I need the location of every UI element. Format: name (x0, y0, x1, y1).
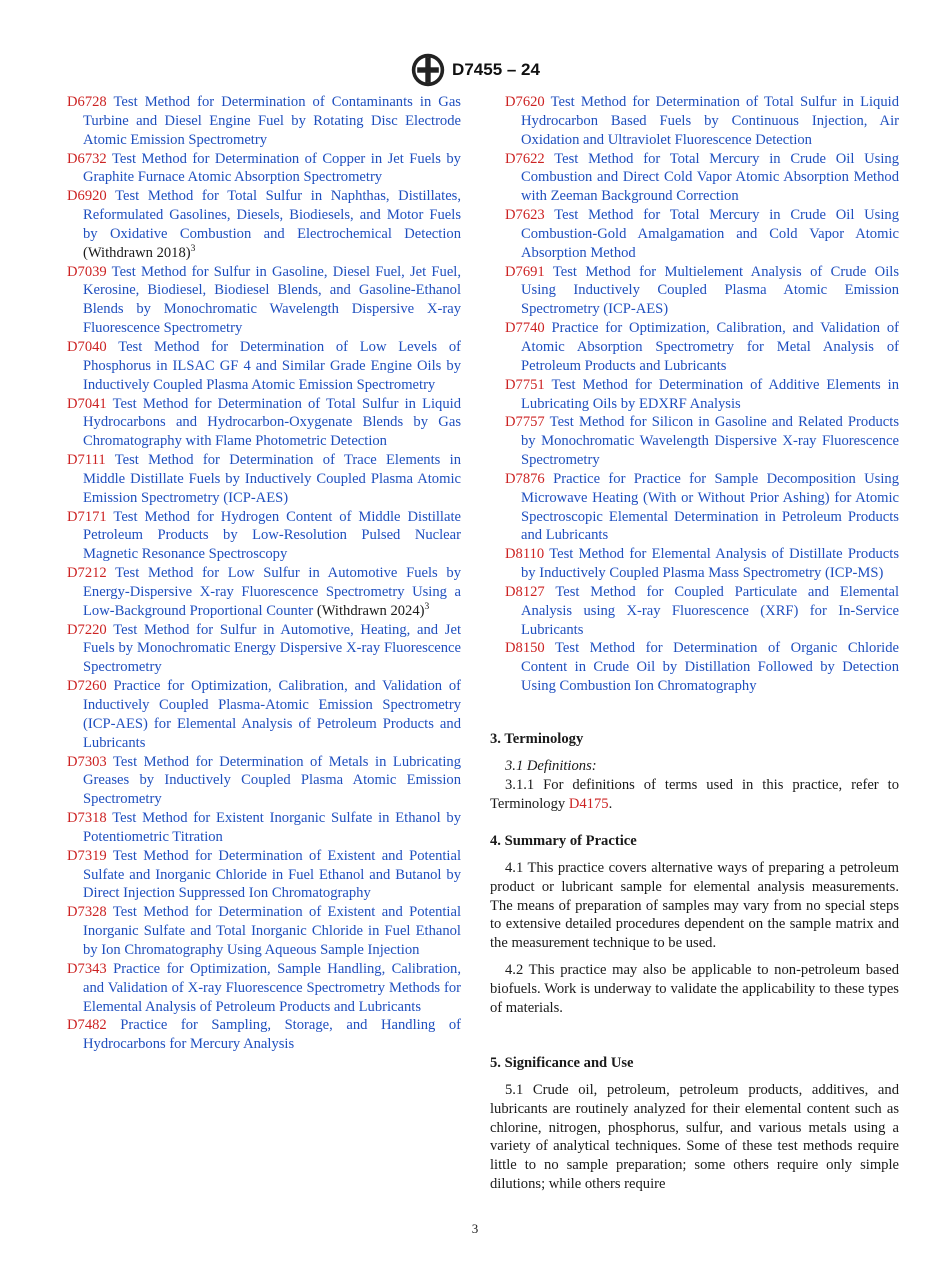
section-terminology (490, 730, 899, 813)
reference-title-link[interactable]: Test Method for Total Mercury in Crude Oil Using Combustion-Gold Amalgamation and Cold Vapor Atomic Absorption Method (521, 207, 899, 261)
significance-paragraph-1: 5.1 Crude oil, petroleum, petroleum products, additives, and lubricants are routinely analyzed for their elemental content such as chlorine, nitrogen, phosphorus, sulfur, and various metals using a variety of analytical techniques. Some of these test methods require little to no sample preparation; some others require only simple dilutions; while others require (490, 1081, 899, 1193)
reference-title-link[interactable]: Test Method for Determination of Existent and Potential Sulfate and Inorganic Chloride in Fuel Ethanol and Butanol by Direct Injection Suppressed Ion Chromatography (83, 847, 462, 902)
reference-code-link[interactable]: D7111 (67, 452, 106, 469)
reference-title-link[interactable]: Test Method for Determination of Metals in Lubricating Greases by Inductively Coupled Plasma Atomic Emission Spectrometry (83, 753, 461, 808)
document-designation: D7455 – 24 (452, 60, 540, 79)
reference-title-link[interactable]: Test Method for Hydrogen Content of Middle Distillate Petroleum Products by Low-Resolution Pulsed Nuclear Magnetic Resonance Spectroscopy (83, 508, 461, 563)
reference-entry (505, 545, 899, 583)
reference-code-link[interactable]: D6728 (67, 94, 107, 110)
reference-entry (67, 847, 461, 904)
reference-title-link[interactable]: Test Method for Determination of Organic Chloride Content in Crude Oil by Distillation Followed by Detection Using Combustion Ion Chromatography (521, 640, 900, 695)
reference-code-link[interactable]: D7757 (505, 414, 545, 431)
reference-entry (67, 960, 461, 1017)
reference-code-link[interactable]: D8150 (505, 640, 545, 657)
reference-title-link[interactable]: Test Method for Elemental Analysis of Distillate Products by Inductively Coupled Plasma Mass Spectrometry (ICP-MS) (521, 546, 900, 582)
reference-title-link[interactable]: Practice for Optimization, Sample Handling, Calibration, and Validation of X-ray Fluorescence Spectrometry Methods for Elemental Analysis of Petroleum Products and Lubricants (83, 960, 461, 1015)
footnote-marker: 3 (424, 601, 430, 612)
reference-entry (505, 263, 899, 320)
reference-title-link[interactable]: Practice for Optimization, Calibration, and Validation of Atomic Absorption Spectrometry for Metal Analysis of Petroleum Products and Lubricants (521, 320, 899, 374)
references-right-column (505, 93, 899, 696)
reference-code-link[interactable]: D8110 (505, 546, 545, 563)
reference-code-link[interactable]: D7623 (505, 207, 545, 224)
reference-entry (67, 564, 461, 621)
reference-entry (67, 677, 461, 752)
reference-title-link[interactable]: Test Method for Determination of Additive Elements in Lubricating Oils by EDXRF Analysis (521, 376, 900, 412)
summary-paragraph-1: 4.1 This practice covers alternative ways of preparing a petroleum product or lubricant sample for elemental analysis measurements. The means of preparation of samples may vary from no special steps to extensive detailed procedures dependent on the sample matrix and the measurement technique to be used. (490, 859, 899, 952)
reference-code-link[interactable]: D7876 (505, 470, 545, 487)
section-summary (490, 832, 899, 1018)
withdrawn-note: (Withdrawn 2024) (316, 602, 425, 619)
reference-code-link[interactable]: D7039 (67, 263, 107, 280)
reference-code-link[interactable]: D8127 (505, 583, 545, 600)
reference-code-link[interactable]: D7318 (67, 810, 107, 827)
reference-entry (67, 451, 461, 508)
definitions-label: 3.1 Definitions: (505, 757, 597, 774)
reference-entry (505, 93, 899, 150)
reference-code-link[interactable]: D7171 (67, 508, 107, 525)
reference-entry (67, 903, 461, 960)
reference-title-link[interactable]: Test Method for Multielement Analysis of Crude Oils Using Inductively Coupled Plasma Atomic Emission Spectrometry (ICP-AES) (521, 263, 899, 318)
reference-title-link[interactable]: Test Method for Sulfur in Gasoline, Diesel Fuel, Jet Fuel, Kerosine, Biodiesel, Biodiesel Blends, and Gasoline-Ethanol Blends by Monochromatic Wavelength Dispersive X-ray Fluorescence Spectrometry (83, 263, 461, 337)
definitions-paragraph: 3.1.1 For definitions of terms used in this practice, refer to Terminology D4175. (490, 776, 899, 812)
reference-entry (505, 319, 899, 376)
reference-entry (67, 187, 461, 262)
reference-code-link[interactable]: D7622 (505, 150, 545, 167)
reference-code-link[interactable]: D6920 (67, 188, 107, 205)
section-heading-significance: 5. Significance and Use (490, 1055, 634, 1071)
reference-code-link[interactable]: D7620 (505, 94, 545, 110)
reference-code-link[interactable]: D7751 (505, 376, 545, 393)
reference-entry (505, 470, 899, 545)
reference-entry (505, 639, 899, 696)
reference-title-link[interactable]: Test Method for Total Sulfur in Naphthas, Distillates, Reformulated Gasolines, Diesels, Biodiesels, and Motor Fuels by Oxidative Combustion and Electrochemical Detection (83, 188, 461, 242)
reference-title-link[interactable]: Test Method for Determination of Trace Elements in Middle Distillate Fuels by Inductively Coupled Plasma Atomic Emission Spectrometry (ICP-AES) (83, 452, 461, 506)
reference-entry (67, 150, 461, 188)
reference-code-link[interactable]: D7691 (505, 263, 545, 280)
references-left-column (67, 93, 461, 1054)
withdrawn-note: (Withdrawn 2018) (83, 244, 191, 261)
page-header (0, 52, 950, 88)
reference-title-link[interactable]: Test Method for Silicon in Gasoline and Related Products by Monochromatic Wavelength Dispersive X-ray Fluorescence Spectrometry (521, 414, 900, 469)
reference-code-link[interactable]: D7343 (67, 960, 107, 977)
footnote-marker: 3 (190, 243, 196, 254)
reference-entry (67, 621, 461, 678)
reference-title-link[interactable]: Practice for Optimization, Calibration, and Validation of Inductively Coupled Plasma-Atomic Emission Spectrometry (ICP-AES) for Elemental Analysis of Petroleum Products and Lubricants (83, 678, 461, 751)
reference-code-link[interactable]: D7319 (67, 847, 107, 864)
reference-code-link[interactable]: D7482 (67, 1017, 107, 1034)
reference-entry (67, 1016, 461, 1054)
reference-title-link[interactable]: Practice for Sampling, Storage, and Handling of Hydrocarbons for Mercury Analysis (83, 1017, 461, 1053)
reference-title-link[interactable]: Test Method for Determination of Contaminants in Gas Turbine and Diesel Engine Fuel by Rotating Disc Electrode Atomic Emission Spectrometry (83, 94, 461, 148)
reference-code-link[interactable]: D7303 (67, 753, 107, 770)
reference-title-link[interactable]: Test Method for Existent Inorganic Sulfate in Ethanol by Potentiometric Titration (83, 810, 461, 845)
reference-entry (505, 583, 899, 640)
reference-entry (67, 753, 461, 810)
reference-entry (505, 376, 899, 414)
reference-title-link[interactable]: Test Method for Determination of Existent and Potential Inorganic Sulfate and Total Inorganic Chloride in Fuel Ethanol by Ion Chromatography Using Aqueous Sample Injection (83, 904, 462, 958)
reference-code-link[interactable]: D7328 (67, 904, 107, 921)
reference-title-link[interactable]: Test Method for Low Sulfur in Automotive Fuels by Energy-Dispersive X-ray Fluorescence Spectrometry Using a Low-Background Proportional Counter (83, 565, 461, 619)
reference-code-link[interactable]: D7260 (67, 678, 107, 695)
reference-entry (67, 338, 461, 395)
reference-title-link[interactable]: Test Method for Determination of Total Sulfur in Liquid Hydrocarbon Based Fuels by Continuous Injection, Air Oxidation and Ultraviolet Fluorescence Detection (521, 94, 899, 148)
reference-code-link[interactable]: D6732 (67, 150, 107, 167)
reference-title-link[interactable]: Test Method for Determination of Copper in Jet Fuels by Graphite Furnace Atomic Absorption Spectrometry (83, 150, 461, 186)
reference-title-link[interactable]: Test Method for Determination of Low Levels of Phosphorus in ILSAC GF 4 and Similar Grade Engine Oils by Inductively Coupled Plasma Atomic Emission Spectrometry (83, 338, 461, 393)
reference-title-link[interactable]: Test Method for Total Mercury in Crude Oil Using Combustion and Direct Cold Vapor Atomic Absorption Method with Zeeman Background Correction (521, 150, 899, 205)
reference-entry (505, 413, 899, 470)
reference-code-link[interactable]: D7041 (67, 395, 107, 412)
astm-logo-icon (410, 52, 446, 88)
reference-code-link[interactable]: D7040 (67, 338, 107, 355)
summary-paragraph-2: 4.2 This practice may also be applicable to non-petroleum based biofuels. Work is underway to validate the applicability to these types of materials. (490, 962, 899, 1016)
page-number: 3 (471, 1221, 479, 1236)
reference-entry (505, 150, 899, 207)
reference-title-link[interactable]: Practice for Practice for Sample Decomposition Using Microwave Heating (With or Without Prior Ashing) for Atomic Spectroscopic Elemental Determination in Petroleum Products and Lubricants (521, 470, 899, 544)
reference-title-link[interactable]: Test Method for Coupled Particulate and Elemental Analysis using X-ray Fluorescence (XRF) for In-Service Lubricants (521, 583, 900, 638)
reference-entry (67, 263, 461, 338)
reference-code-link[interactable]: D7740 (505, 320, 545, 337)
section-significance (490, 1054, 899, 1194)
terminology-reference-link[interactable]: D4175 (568, 795, 609, 812)
reference-entry (67, 93, 461, 150)
reference-entry (67, 508, 461, 565)
reference-title-link[interactable]: Test Method for Sulfur in Automotive, Heating, and Jet Fuels by Monochromatic Energy Dispersive X-ray Fluorescence Spectrometry (83, 621, 461, 676)
section-heading-terminology: 3. Terminology (490, 731, 584, 747)
reference-title-link[interactable]: Test Method for Determination of Total Sulfur in Liquid Hydrocarbons and Hydrocarbon-Oxygenate Blends by Gas Chromatography with Flame Photometric Detection (83, 395, 461, 450)
reference-entry (505, 206, 899, 263)
reference-entry (67, 809, 461, 847)
reference-entry (67, 395, 461, 452)
reference-code-link[interactable]: D7212 (67, 565, 107, 582)
reference-code-link[interactable]: D7220 (67, 621, 107, 638)
section-heading-summary: 4. Summary of Practice (490, 833, 637, 849)
